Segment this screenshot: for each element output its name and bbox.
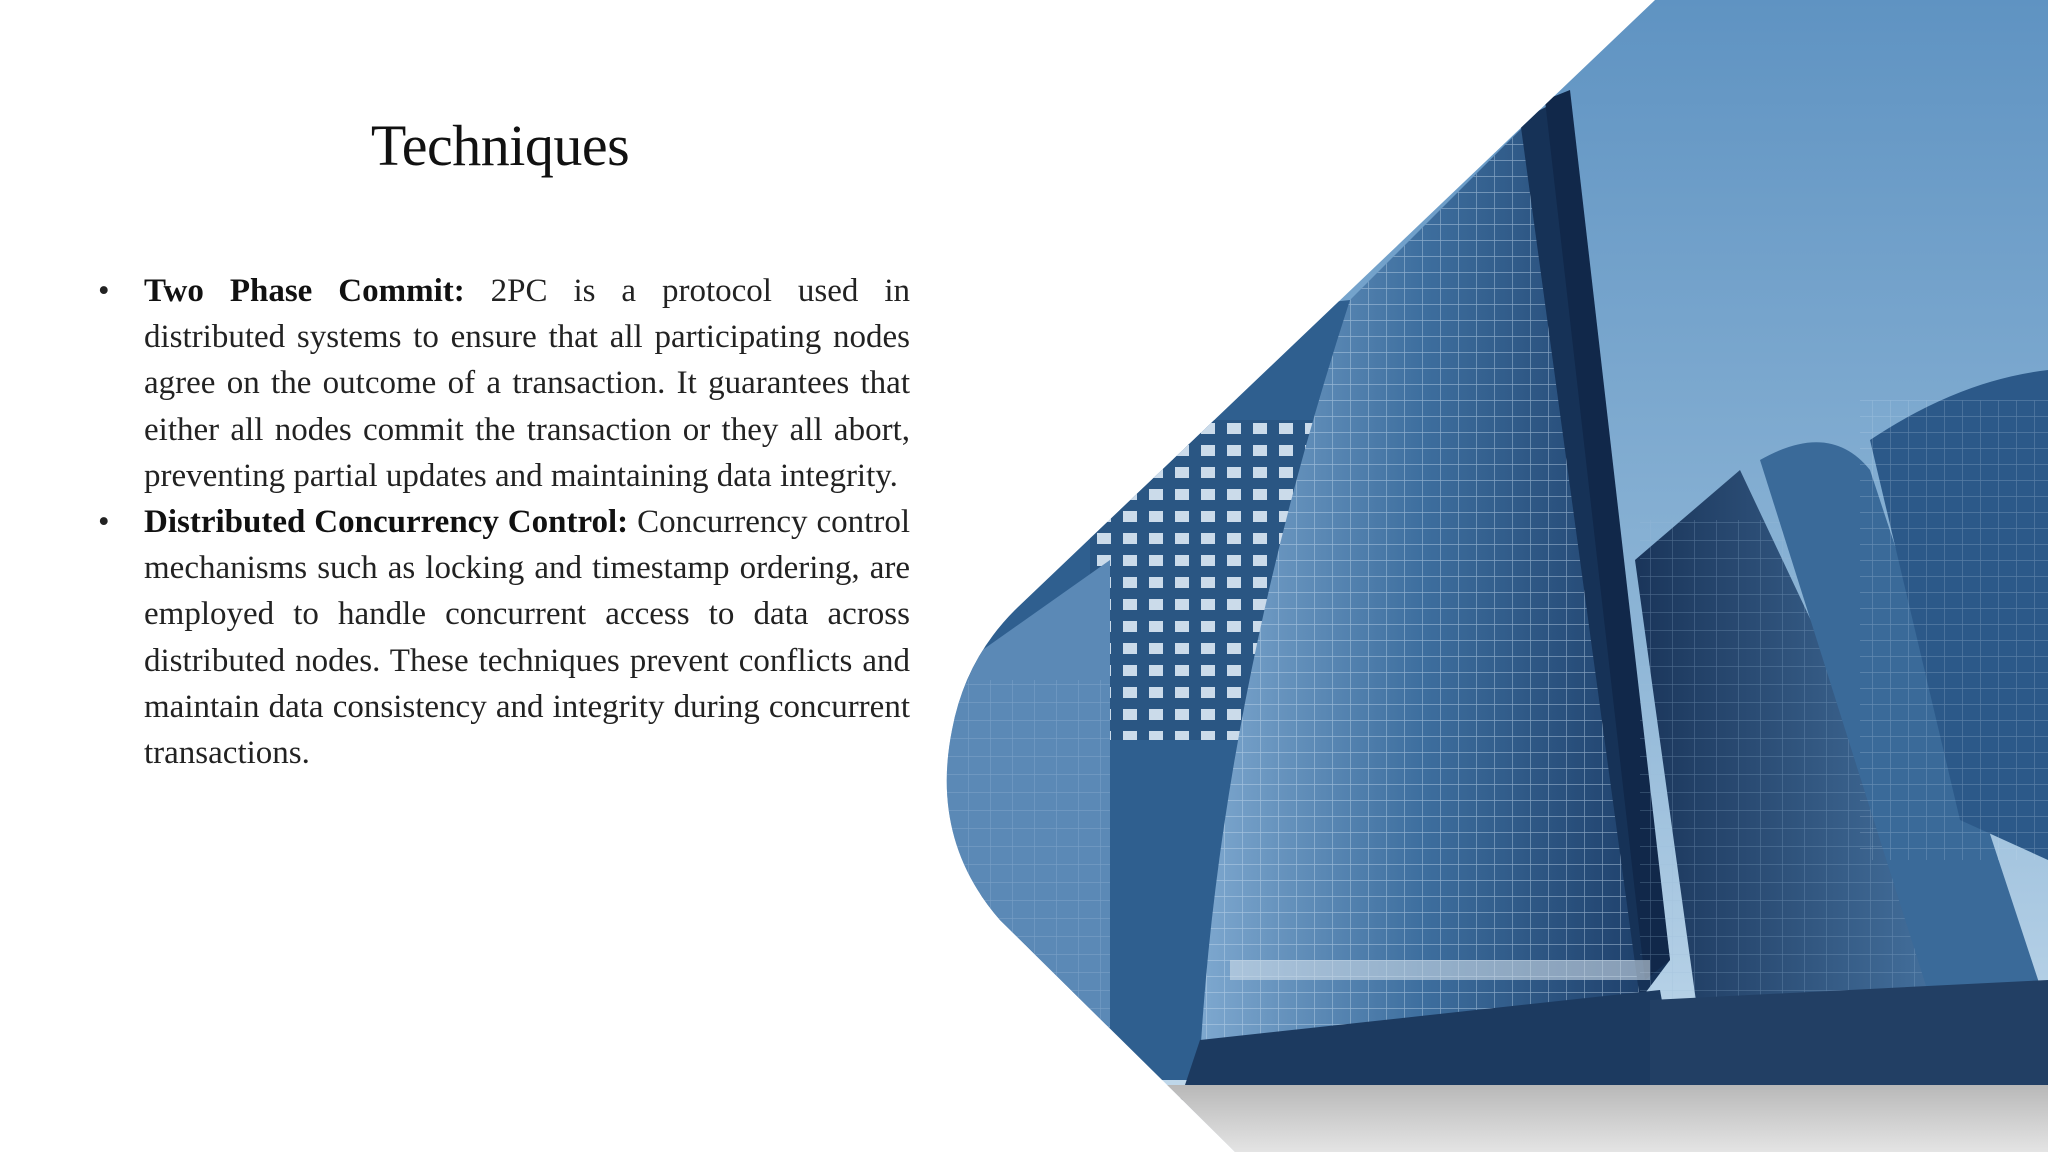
bullet-text: 2PC is a protocol used in distributed systems to ensure that all participating nodes agree on the outcome of a transaction. It guarantees that either all nodes commit the transaction or they all abort, preventing partial updates and maintaining data integrity. xyxy=(144,273,910,494)
slide-title: Techniques xyxy=(370,113,630,178)
bullet-term: Distributed Concurrency Control: xyxy=(144,504,629,541)
bullet-marker: • xyxy=(98,273,110,309)
bullet-term: Two Phase Commit: xyxy=(144,273,465,309)
bullet-marker: • xyxy=(98,504,110,541)
bullet-text: Concurrency control mechanisms such as locking and timestamp ordering, are employed to handle concurrent access to data across distributed nodes. These techniques prevent conflicts and maintain data consistency and integrity during concurrent transactions. xyxy=(144,504,910,772)
